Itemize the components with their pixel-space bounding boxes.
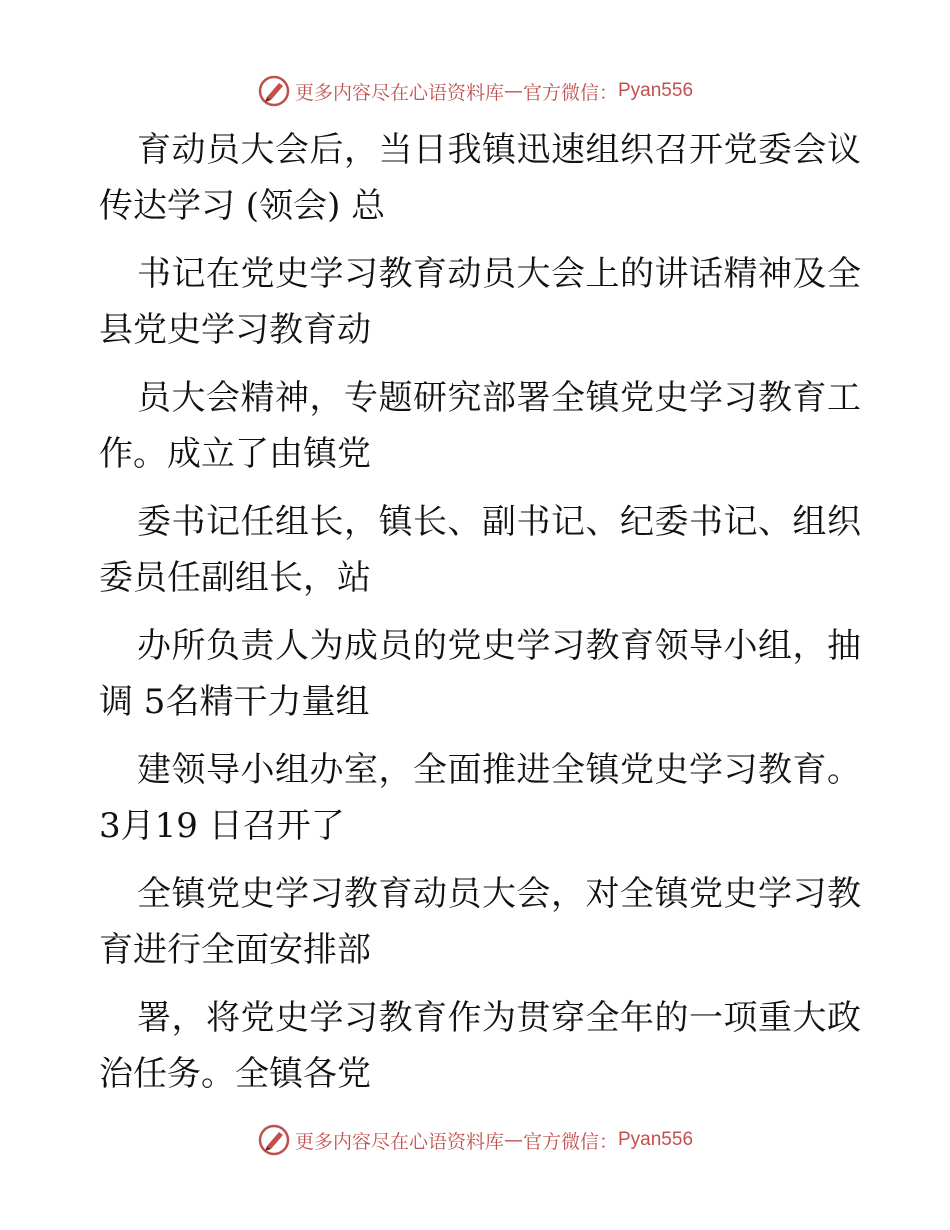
text-line: 县党史学习教育动 (99, 310, 371, 350)
pen-logo-icon (257, 74, 291, 108)
header-wechat-label: 官方微信： (522, 81, 618, 104)
footer-wechat-label: 官方微信： (522, 1130, 618, 1153)
text-line: 委员任副组长，站 (99, 558, 371, 598)
header-watermark (0, 71, 950, 111)
header-separator: — (503, 80, 523, 102)
footer-wechat-id: Pyan556 (618, 1129, 694, 1150)
text-line: 署，将党史学习教育作为贯穿全年的一项重大政 (137, 998, 862, 1038)
text-line: 作。成立了由镇党 (99, 434, 371, 474)
text-line: 育动员大会后，当日我镇迅速组织召开党委会议 (137, 130, 862, 170)
text-line: 全镇党史学习教育动员大会，对全镇党史学习教 (137, 874, 862, 914)
document-body (99, 122, 862, 1102)
text-line: 育进行全面安排部 (99, 930, 371, 970)
text-line: 员大会精神，专题研究部署全镇党史学习教育工 (137, 378, 862, 418)
text-line: 书记在党史学习教育动员大会上的讲话精神及全 (137, 254, 862, 294)
footer-watermark (0, 1120, 950, 1160)
pen-logo-icon (257, 1123, 291, 1157)
header-wechat-id: Pyan556 (618, 80, 694, 101)
text-line: 3月19 日召开了 (99, 806, 345, 846)
footer-separator: — (503, 1129, 523, 1151)
header-brand-text: 更多内容尽在心语资料库 (294, 81, 504, 104)
text-line: 委书记任组长，镇长、副书记、纪委书记、组织 (137, 502, 862, 542)
footer-brand-text: 更多内容尽在心语资料库 (294, 1130, 504, 1153)
text-line: 传达学习 (领会) 总 (99, 186, 386, 226)
text-line: 治任务。全镇各党 (99, 1054, 371, 1094)
text-line: 调 5名精干力量组 (99, 682, 370, 722)
text-line: 办所负责人为成员的党史学习教育领导小组，抽 (137, 626, 862, 666)
text-line: 建领导小组办室，全面推进全镇党史学习教育。 (137, 750, 862, 790)
